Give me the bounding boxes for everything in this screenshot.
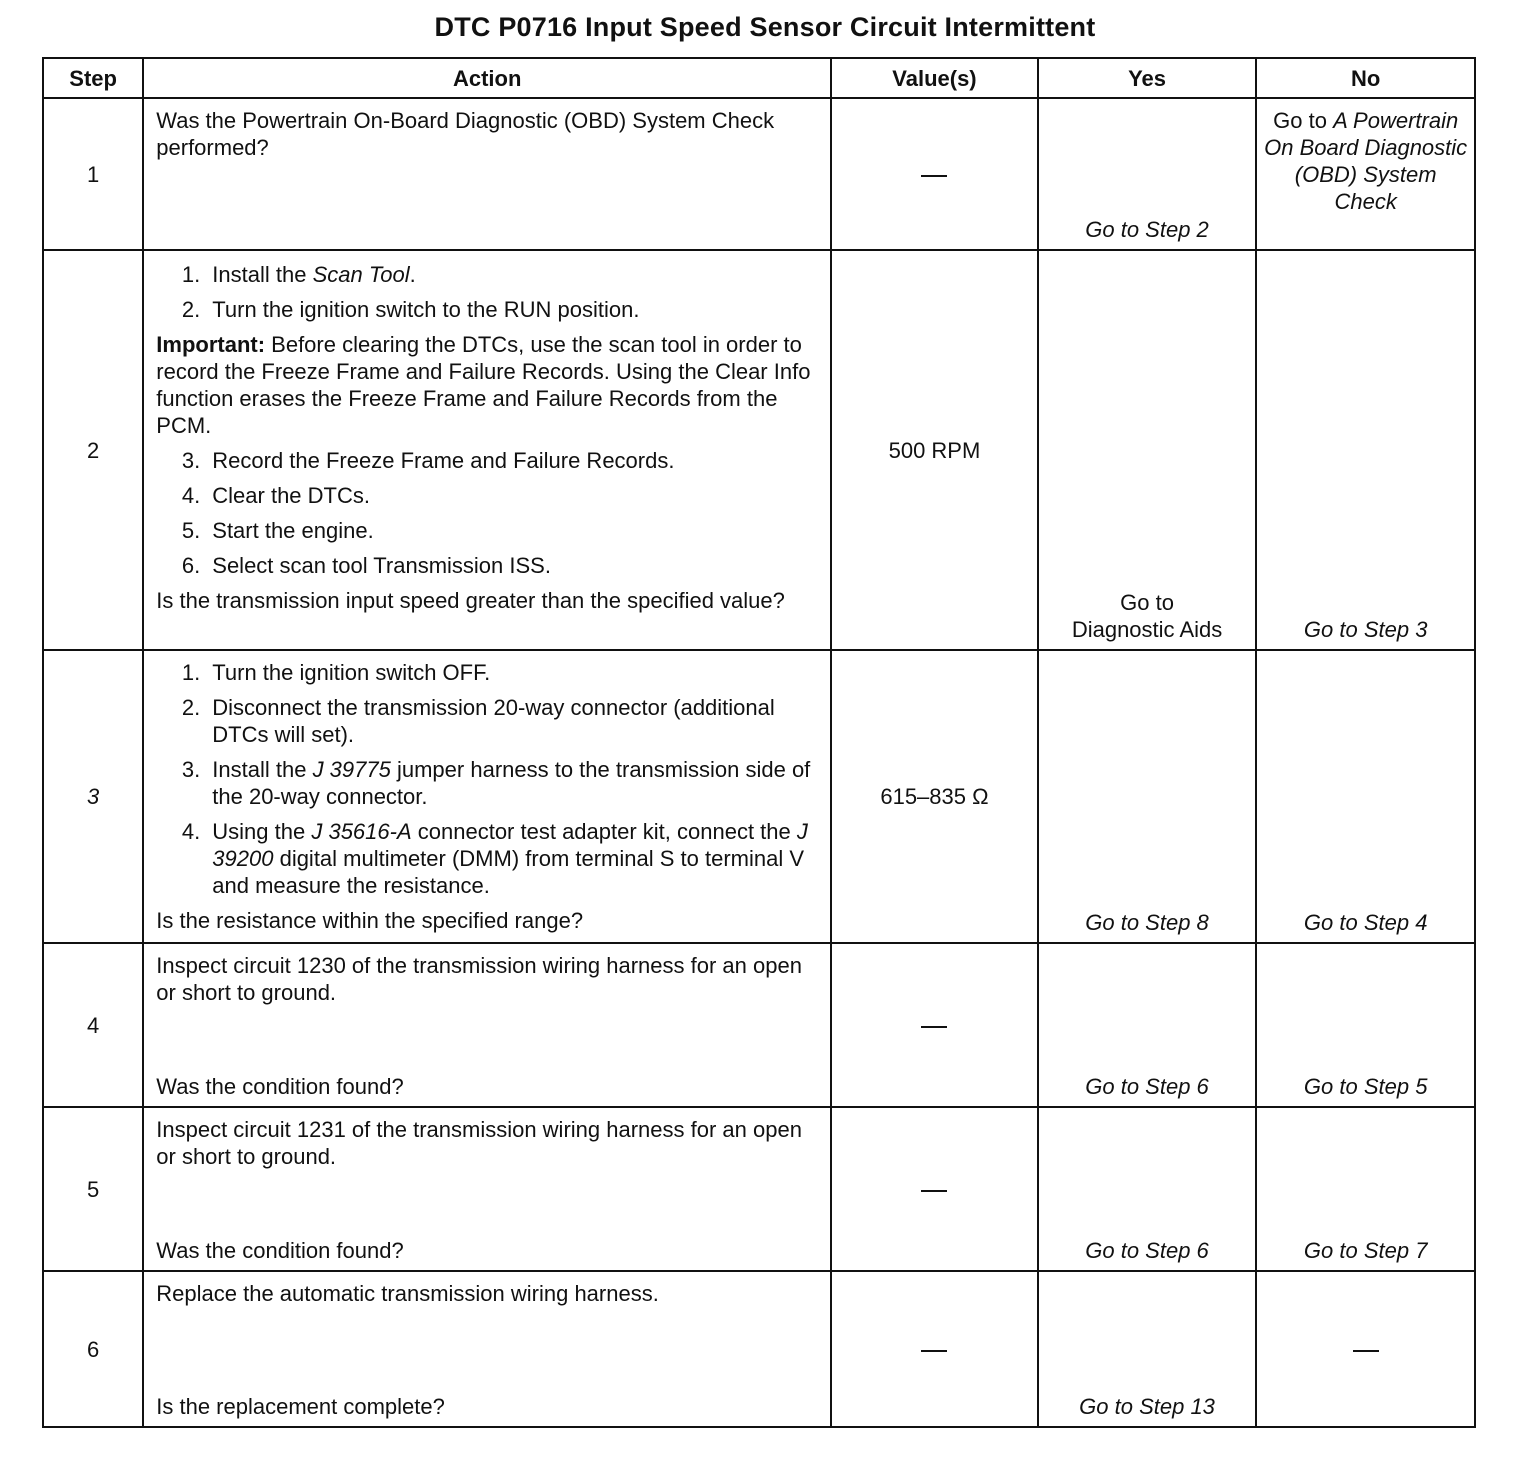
list-item: 4. Clear the DTCs. xyxy=(181,483,370,508)
diagnostic-table xyxy=(42,57,1476,1428)
action-list xyxy=(156,261,818,323)
list-item: 5. Start the engine. xyxy=(181,518,374,543)
no-cell: Go to Step 7 xyxy=(1256,1107,1475,1271)
list-item: 2. Turn the ignition switch to the RUN position. xyxy=(181,297,640,322)
yes-cell xyxy=(1038,250,1257,650)
em-dash xyxy=(921,1190,947,1192)
header-yes: Yes xyxy=(1038,58,1257,98)
table-row xyxy=(43,98,1475,250)
step-number: 6 xyxy=(43,1271,143,1427)
action-list xyxy=(156,659,818,899)
value-cell xyxy=(831,1271,1038,1427)
question-text: Was the condition found? xyxy=(156,1238,404,1263)
action-text: Inspect circuit 1230 of the transmission wiring harness for an open or short to ground. xyxy=(156,953,802,1005)
question-text: Is the resistance within the specified range? xyxy=(156,908,584,933)
no-cell: Go to Step 5 xyxy=(1256,943,1475,1107)
important-note: Important: Before clearing the DTCs, use the scan tool in order to record the Freeze Frame and Failure Records. Using the Clear Info function erases the Freeze Frame and Failure Records from the PCM. xyxy=(156,332,811,438)
value-cell xyxy=(831,943,1038,1107)
value-cell xyxy=(831,1107,1038,1271)
value-cell: 615–835 Ω xyxy=(831,650,1038,943)
action-cell xyxy=(143,650,831,943)
action-text: Replace the automatic transmission wiring harness. xyxy=(156,1281,659,1306)
question-text: Is the transmission input speed greater than the specified value? xyxy=(156,588,785,613)
yes-cell: Go to Step 6 xyxy=(1038,1107,1257,1271)
list-item: 4. Using the J 35616-A connector test adapter kit, connect the J 39200 digital multimeter (DMM) from terminal S to terminal V and measure the resistance. xyxy=(181,819,808,898)
step-number: 5 xyxy=(43,1107,143,1271)
no-prefix: Go to xyxy=(1273,108,1327,133)
list-item: 3. Record the Freeze Frame and Failure Records. xyxy=(181,448,675,473)
table-row xyxy=(43,1107,1475,1271)
header-no: No xyxy=(1256,58,1475,98)
yes-cell: Go to Step 8 xyxy=(1038,650,1257,943)
step-number: 4 xyxy=(43,943,143,1107)
header-action: Action xyxy=(143,58,831,98)
page-title: DTC P0716 Input Speed Sensor Circuit Intermittent xyxy=(434,12,1096,42)
no-cell: Go to Step 4 xyxy=(1256,650,1475,943)
action-cell xyxy=(143,250,831,650)
table-row xyxy=(43,250,1475,650)
header-row xyxy=(43,58,1475,98)
yes-line: Diagnostic Aids xyxy=(1071,617,1223,642)
em-dash xyxy=(921,1026,947,1028)
em-dash xyxy=(1353,1350,1379,1352)
question-text: Is the replacement complete? xyxy=(156,1394,445,1419)
yes-line: Go to xyxy=(1120,590,1174,615)
no-link-text: A Powertrain On Board Diagnostic (OBD) System Check xyxy=(1264,108,1468,214)
action-text: Inspect circuit 1231 of the transmission wiring harness for an open or short to ground. xyxy=(156,1117,802,1169)
list-item: 3. Install the J 39775 jumper harness to the transmission side of the 20-way connector. xyxy=(181,757,811,809)
action-text: Was the Powertrain On-Board Diagnostic (OBD) System Check performed? xyxy=(156,108,775,160)
list-item: 2. Disconnect the transmission 20-way connector (additional DTCs will set). xyxy=(181,695,775,747)
list-item: 1. Turn the ignition switch OFF. xyxy=(181,660,491,685)
step-number: 1 xyxy=(43,98,143,250)
action-cell xyxy=(143,98,831,250)
yes-cell: Go to Step 6 xyxy=(1038,943,1257,1107)
value-cell xyxy=(831,98,1038,250)
table-row xyxy=(43,943,1475,1107)
no-cell: Go to Step 3 xyxy=(1256,250,1475,650)
em-dash xyxy=(921,175,947,177)
action-cell xyxy=(143,1107,831,1271)
step-number: 2 xyxy=(43,250,143,650)
action-cell xyxy=(143,1271,831,1427)
header-values: Value(s) xyxy=(831,58,1038,98)
no-cell xyxy=(1256,98,1475,250)
em-dash xyxy=(921,1350,947,1352)
list-item: 6. Select scan tool Transmission ISS. xyxy=(181,553,551,578)
action-list xyxy=(156,447,818,579)
list-item: 1. Install the Scan Tool. xyxy=(181,262,416,287)
table-row xyxy=(43,650,1475,943)
step-number: 3 xyxy=(43,650,143,943)
question-text: Was the condition found? xyxy=(156,1074,404,1099)
value-cell: 500 RPM xyxy=(831,250,1038,650)
yes-cell: Go to Step 2 xyxy=(1038,98,1257,250)
header-step: Step xyxy=(43,58,143,98)
yes-cell: Go to Step 13 xyxy=(1038,1271,1257,1427)
action-cell xyxy=(143,943,831,1107)
no-cell xyxy=(1256,1271,1475,1427)
table-row xyxy=(43,1271,1475,1427)
